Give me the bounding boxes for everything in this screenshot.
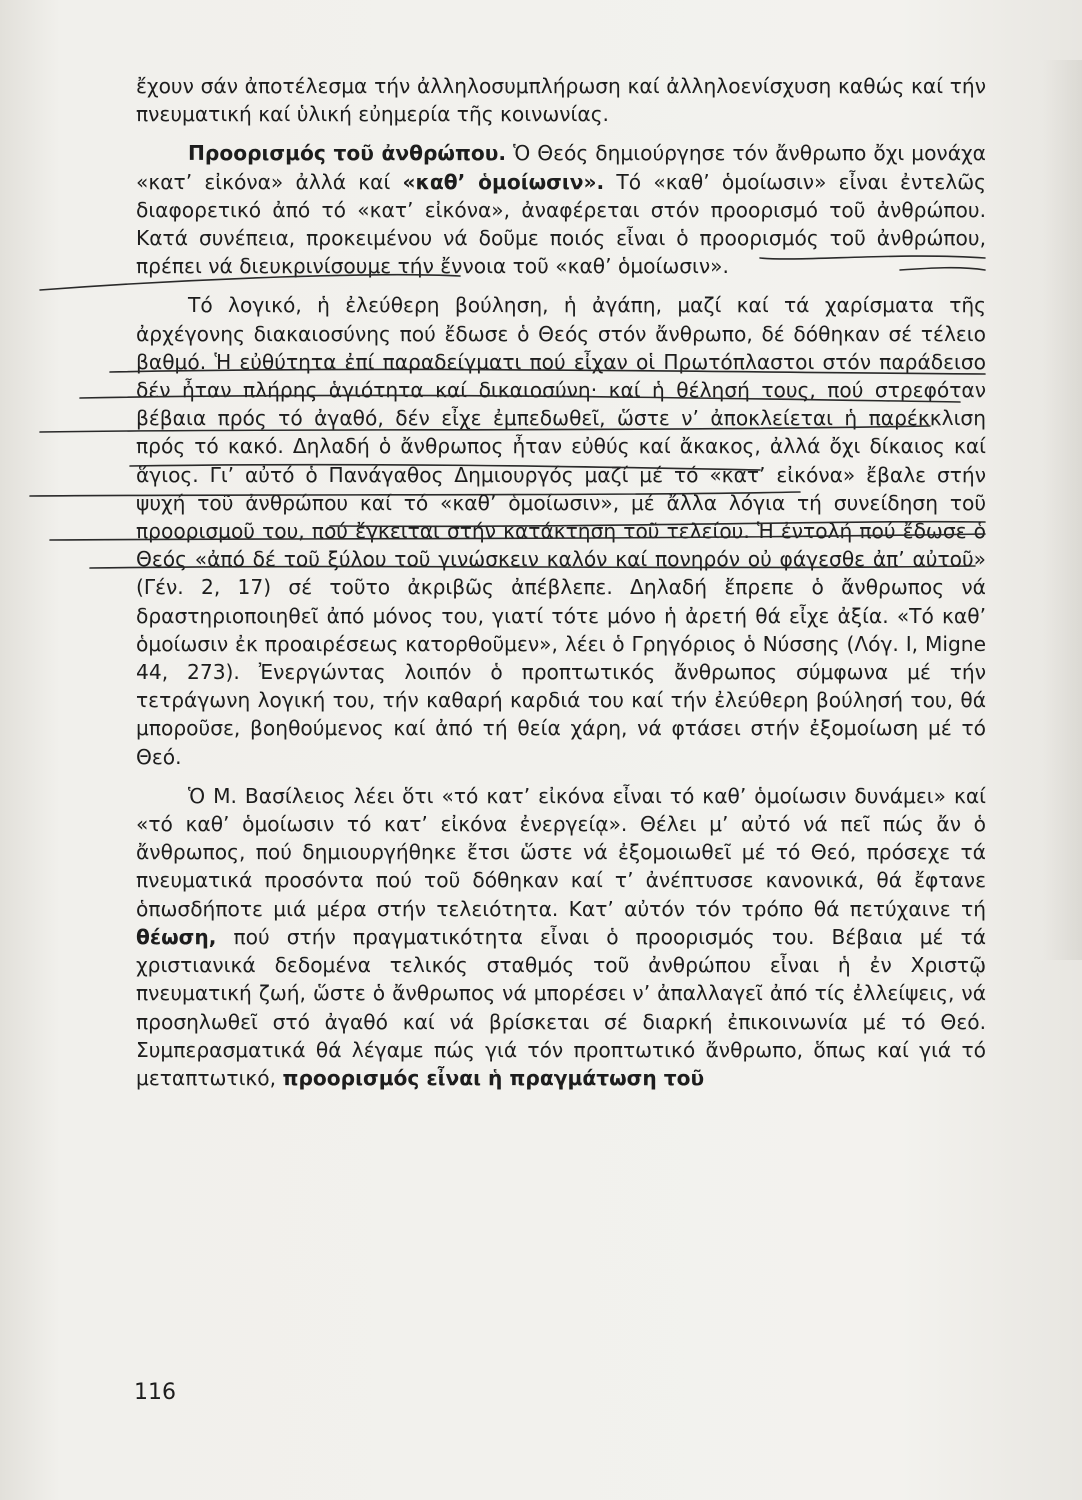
paragraph-2-text-a: Ὁ Θεός δημιούργησε τόν ἄνθρωπο ὄχι μονάχα «κατ’ εἰκόνα» ἀλλά καί [136, 141, 986, 194]
paragraph-4-bold-theosis: θέωση, [136, 924, 217, 949]
paragraph-2-bold: «καθ’ ὁμοίωσιν». [402, 169, 605, 194]
body-text [136, 72, 986, 1092]
paragraph-4-bold-ending: προορισμός εἶναι ἡ πραγμάτωση τοῦ [282, 1065, 705, 1090]
paragraph-4 [136, 782, 986, 1092]
paragraph-4-text-b: πού στήν πραγματικότητα εἶναι ὁ προορισμός του. Βέβαια μέ τά χριστιανικά δεδομένα τελικός σταθμός τοῦ ἀνθρώπου εἶναι ἡ ἐν Χριστῷ πνευματική ζωή, ὥστε ὁ ἄνθρωπος νά μπορέσει ν’ ἀπαλλαγεῖ ἀπό τίς ἐλλείψεις, νά προσηλωθεῖ στό ἀγαθό καί νά βρίσκεται σέ διαρκή ἐπικοινωνία μέ τό Θεό. Συμπερασματικά θά λέγαμε πώς γιά τόν προπτωτικό ἄνθρωπο, ὅπως καί γιά τό μεταπτωτικό, [136, 924, 986, 1090]
paragraph-3: Τό λογικό, ἡ ἐλεύθερη βούληση, ἡ ἀγάπη, μαζί καί τά χαρίσματα τῆς ἀρχέγονης διακαιοσύνης πού ἔδωσε ὁ Θεός στόν ἄνθρωπο, δέ δόθηκαν σέ τέλειο βαθμό. Ἡ εὐθύτητα ἐπί παραδείγματι πού εἶχαν οἱ Πρωτόπλαστοι στόν παράδεισο δέν ἦταν πλήρης ἁγιότητα καί δικαιοσύνη· καί ἡ θέλησή τους, πού στρεφόταν βέβαια πρός τό ἀγαθό, δέν εἶχε ἐμπεδωθεῖ, ὥστε ν’ ἀποκλείεται ἡ παρέκκλιση πρός τό κακό. Δηλαδή ὁ ἄνθρωπος ἦταν εὐθύς καί ἄκακος, ἀλλά ὄχι δίκαιος καί ἅγιος. Γι’ αὐτό ὁ Πανάγαθος Δημιουργός μαζί μέ τό «κατ’ εἰκόνα» ἔβαλε στήν ψυχή τοῦ ἀνθρώπου καί τό «καθ’ ὁμοίωσιν», μέ ἄλλα λόγια τή συνείδηση τοῦ προορισμοῦ του, πού ἔγκειται στήν κατάκτηση τοῦ τελείου. Ἡ ἐντολή πού ἔδωσε ὁ Θεός «ἀπό δέ τοῦ ξύλου τοῦ γινώσκειν καλόν καί πονηρόν οὐ φάγεσθε ἀπ’ αὐτοῦ» (Γέν. 2, 17) σέ τοῦτο ἀκριβῶς ἀπέβλεπε. Δηλαδή ἔπρεπε ὁ ἄνθρωπος νά δραστηριοποιηθεῖ ἀπό μόνος του, γιατί τότε μόνο ἡ ἀρετή θά εἶχε ἀξία. «Τό καθ’ ὁμοίωσιν ἐκ προαιρέσεως κατορθοῦμεν», λέει ὁ Γρηγόριος ὁ Νύσσης (Λόγ. Ι, Migne 44, 273). Ἐνεργώντας λοιπόν ὁ προπτωτικός ἄνθρωπος σύμφωνα μέ τήν τετράγωνη λογική του, τήν καθαρή καρδιά του καί τήν ἐλεύθερη βούλησή του, θά μποροῦσε, βοηθούμενος καί ἀπό τή θεία χάρη, νά φτάσει στήν ἐξομοίωση μέ τό Θεό. [136, 293, 986, 769]
paragraph-2-text-b: Τό «καθ’ ὁμοίωσιν» εἶναι ἐντελῶς διαφορετικό ἀπό τό «κατ’ εἰκόνα», ἀναφέρεται στόν προορισμό τοῦ ἀνθρώπου. Κατά συνέπεια, προκειμένου νά δοῦμε ποιός εἶναι ὁ προορισμός τοῦ ἀνθρώπου, πρέπει νά διευκρινίσουμε τήν ἔννοια τοῦ «καθ’ ὁμοίωσιν». [136, 169, 986, 279]
paragraph-1: ἔχουν σάν ἀποτέλεσμα τήν ἀλληλοσυμπλήρωση καί ἀλληλοενίσχυση καθώς καί τήν πνευματική καί ὑλική εὐημερία τῆς κοινωνίας. [136, 74, 986, 127]
show-through-edge [1042, 60, 1082, 960]
section-heading: Προορισμός τοῦ ἀνθρώπου. [188, 141, 507, 166]
page-number: 116 [134, 1380, 176, 1405]
paragraph-4-text-a: Ὁ Μ. Βασίλειος λέει ὅτι «τό κατ’ εἰκόνα εἶναι τό καθ’ ὁμοίωσιν δυνάμει» καί «τό καθ’ ὁμοίωσιν τό κατ’ εἰκόνα ἐνεργείᾳ». Θέλει μ’ αὐτό νά πεῖ πώς ἄν ὁ ἄνθρωπος, πού δημιουργήθηκε ἔτσι ὥστε νά ἐξομοιωθεῖ μέ τό Θεό, πρόσεχε τά πνευματικά προσόντα πού τοῦ δόθηκαν καί τ’ ἀνέπτυσσε κανονικά, θά ἔφτανε ὁπωσδήποτε μιά μέρα στήν τελειότητα. Κατ’ αὐτόν τόν τρόπο θά πετύχαινε τή [136, 783, 986, 921]
paragraph-2 [136, 139, 986, 280]
